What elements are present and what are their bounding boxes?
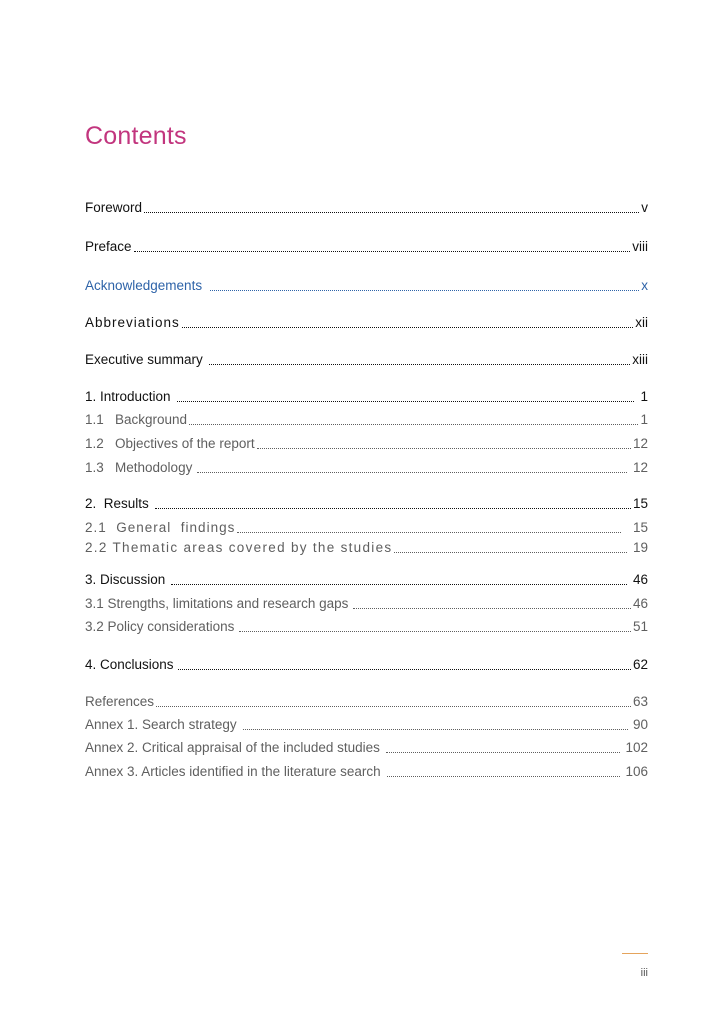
dot-leader xyxy=(210,289,639,291)
toc-entry-page: xii xyxy=(635,315,648,330)
dot-leader xyxy=(237,531,621,533)
toc-entry-foreword[interactable] xyxy=(85,199,648,217)
toc-entry-objectives[interactable] xyxy=(85,435,648,453)
toc-entry-label: Executive summary xyxy=(85,352,203,367)
toc-entry-conclusions[interactable] xyxy=(85,656,648,674)
toc-entry-page: 63 xyxy=(632,694,648,709)
page-number: iii xyxy=(640,967,648,979)
toc-entry-page: x xyxy=(641,278,648,293)
toc-entry-label: 1.2 Objectives of the report xyxy=(85,436,255,451)
toc-entry-page: 90 xyxy=(632,717,648,732)
toc-entry-label: Annex 2. Critical appraisal of the included studies xyxy=(85,740,380,755)
toc-entry-annex-3[interactable] xyxy=(85,763,648,781)
dot-leader xyxy=(189,423,638,425)
toc-entry-page: 62 xyxy=(632,657,648,672)
toc-entry-page: 15 xyxy=(632,520,648,535)
toc-entry-label: 1.1 Background xyxy=(85,412,188,427)
toc-entry-executive-summary[interactable] xyxy=(85,351,648,369)
toc-entry-label: Annex 1. Search strategy xyxy=(85,717,237,732)
toc-entry-references[interactable] xyxy=(85,693,648,711)
toc-entry-annex-2[interactable] xyxy=(85,739,648,757)
dot-leader xyxy=(182,326,633,328)
toc-entry-page: 12 xyxy=(632,436,648,451)
dot-leader xyxy=(144,211,639,213)
toc-entry-thematic-areas[interactable] xyxy=(85,539,648,557)
page-title: Contents xyxy=(85,122,187,150)
dot-leader xyxy=(394,551,627,553)
toc-entry-label: Abbreviations xyxy=(85,315,180,330)
toc-entry-discussion[interactable] xyxy=(85,571,648,589)
dot-leader xyxy=(134,250,631,252)
toc-entry-label: 4. Conclusions xyxy=(85,657,174,672)
dot-leader xyxy=(177,400,635,402)
toc-entry-label: References xyxy=(85,694,155,709)
toc-entry-page: viii xyxy=(632,239,648,254)
dot-leader xyxy=(239,630,631,632)
dot-leader xyxy=(353,607,631,609)
toc-entry-background[interactable] xyxy=(85,411,648,429)
toc-entry-page: 1 xyxy=(640,412,648,427)
toc-entry-page: xiii xyxy=(632,352,648,367)
toc-entry-page: v xyxy=(641,200,648,215)
toc-entry-acknowledgements[interactable] xyxy=(85,277,648,295)
toc-entry-page: 12 xyxy=(632,460,648,475)
dot-leader xyxy=(156,705,631,707)
toc-entry-policy[interactable] xyxy=(85,618,648,636)
toc-entry-general-findings[interactable] xyxy=(85,519,648,537)
toc-entry-label: Annex 3. Articles identified in the literature search xyxy=(85,764,381,779)
dot-leader xyxy=(386,751,621,753)
dot-leader xyxy=(155,507,631,509)
toc-entry-preface[interactable] xyxy=(85,238,648,256)
toc-entry-page: 51 xyxy=(632,619,648,634)
toc-entry-label: 1.3 Methodology xyxy=(85,460,193,475)
toc-entry-annex-1[interactable] xyxy=(85,716,648,734)
toc-entry-label: 2.2 Thematic areas covered by the studies xyxy=(85,540,393,555)
toc-entry-results[interactable] xyxy=(85,495,648,513)
toc-entry-label: 3. Discussion xyxy=(85,572,166,587)
toc-entry-label: Foreword xyxy=(85,200,143,215)
footer-divider xyxy=(622,953,648,954)
toc-entry-page: 46 xyxy=(632,572,648,587)
toc-entry-label: Preface xyxy=(85,239,132,254)
dot-leader xyxy=(178,668,631,670)
toc-entry-page: 19 xyxy=(632,540,648,555)
toc-entry-label: Acknowledgements xyxy=(85,278,203,293)
dot-leader xyxy=(243,728,628,730)
toc-entry-strengths[interactable] xyxy=(85,595,648,613)
toc-entry-page: 106 xyxy=(625,764,648,779)
toc-entry-page: 46 xyxy=(632,596,648,611)
toc-entry-label: 3.2 Policy considerations xyxy=(85,619,235,634)
toc-entry-introduction[interactable] xyxy=(85,388,648,406)
toc-entry-label: 1. Introduction xyxy=(85,389,171,404)
dot-leader xyxy=(209,363,630,365)
dot-leader xyxy=(197,471,627,473)
toc-entry-label: 2. Results xyxy=(85,496,149,511)
toc-entry-page: 15 xyxy=(632,496,648,511)
toc-entry-page: 102 xyxy=(625,740,648,755)
toc-entry-label: 3.1 Strengths, limitations and research gaps xyxy=(85,596,349,611)
dot-leader xyxy=(387,775,621,777)
dot-leader xyxy=(257,447,631,449)
toc-entry-methodology[interactable] xyxy=(85,459,648,477)
toc-entry-abbreviations[interactable] xyxy=(85,314,648,332)
toc-entry-label: 2.1 General findings xyxy=(85,520,236,535)
toc-entry-page: 1 xyxy=(640,389,648,404)
dot-leader xyxy=(171,583,627,585)
